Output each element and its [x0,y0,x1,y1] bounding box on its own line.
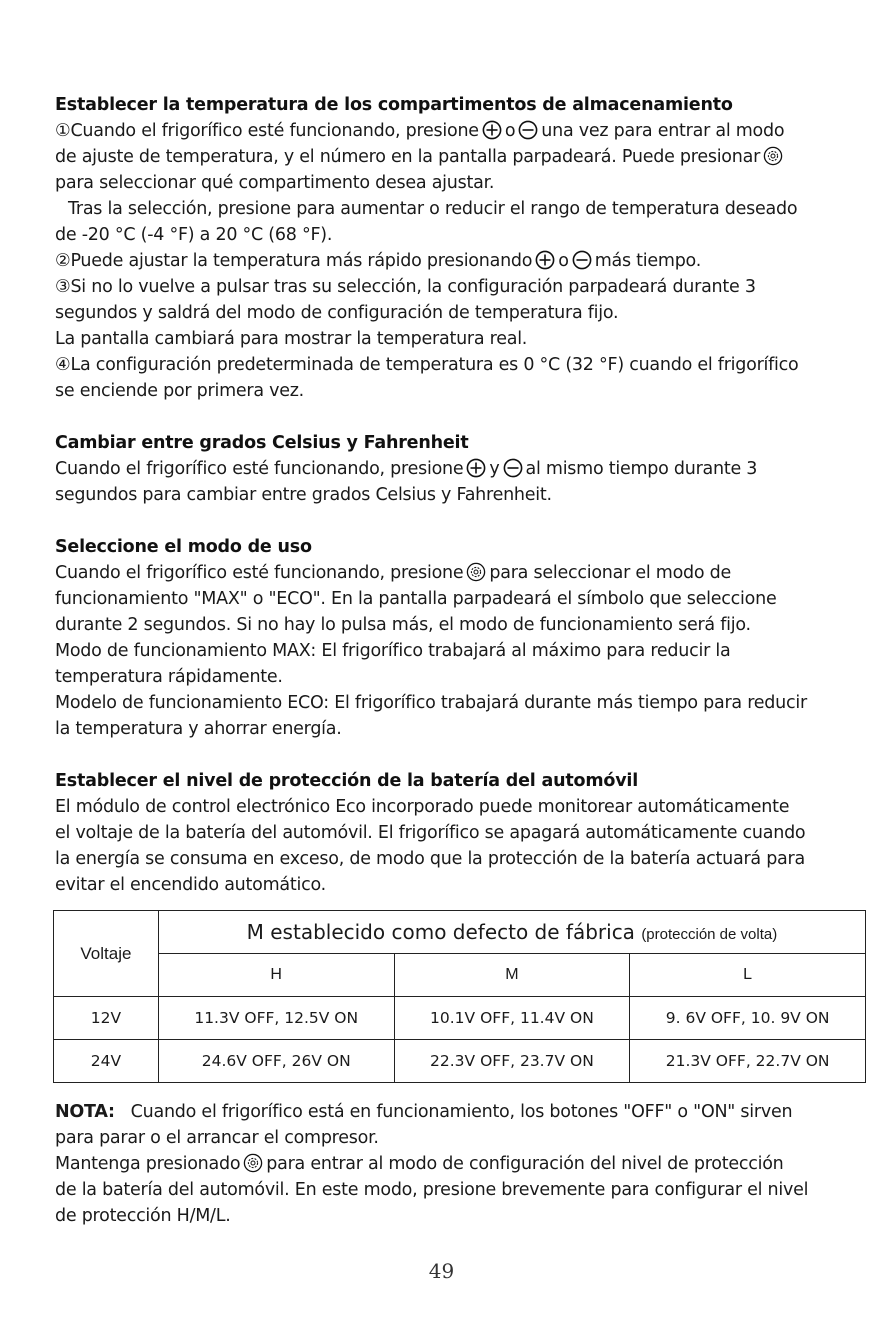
section-heading: Establecer la temperatura de los compartimentos de almacenamiento [55,95,733,115]
settings-gear-icon [243,1153,263,1173]
plus-circle-icon [535,250,555,270]
minus-circle-icon [572,250,592,270]
voltage-protection-table [53,910,866,1083]
minus-circle-icon [503,458,523,478]
table-title: M establecido como defecto de fábrica (protección de volta) [158,911,865,954]
level-header: H [158,954,394,997]
table-row: 24V 24.6V OFF, 26V ON 22.3V OFF, 23.7V ON 21.3V OFF, 22.7V ON [54,1040,866,1083]
section-temperature: Establecer la temperatura de los compartimentos de almacenamiento ①Cuando el frigorífico esté funcionando, presione o una vez para entrar al modo de ajuste de temperatura, y el número en la pantalla parpadeará. Puede presionar para seleccionar qué compartimento desea ajustar. Tras la selección, presione para aumentar o reducir el rango de temperatura deseado de -20 °C (-4 °F) a 20 °C (68 °F). ②Puede ajustar la temperatura más rápido presionando o más tiempo. ③Si no lo vuelve a pulsar tras su selección, la configuración parpadeará durante 3 segundos y saldrá del modo de configuración de temperatura fijo. La pantalla cambiará para mostrar la temperatura real. ④La configuración predeterminada de temperatura es 0 °C (32 °F) cuando el frigorífico se enciende por primera vez. [55,92,855,404]
manual-page [55,92,855,1229]
section-mode: Seleccione el modo de uso Cuando el frigorífico esté funcionando, presione para seleccionar el modo de funcionamiento "MAX" o "ECO". En la pantalla parpadeará el símbolo que seleccione durante 2 segundos. Si no hay lo pulsa más, el modo de funcionamiento será fijo. Modo de funcionamiento MAX: El frigorífico trabajará al máximo para reducir la temperatura rápidamente. Modelo de funcionamiento ECO: El frigorífico trabajará durante más tiempo para reducir la temperatura y ahorrar energía. [55,534,855,742]
table-row: 12V 11.3V OFF, 12.5V ON 10.1V OFF, 11.4V ON 9. 6V OFF, 10. 9V ON [54,997,866,1040]
settings-gear-icon [466,562,486,582]
voltage-header: Voltaje [54,911,159,997]
note-section: NOTA: Cuando el frigorífico está en funcionamiento, los botones "OFF" o "ON" sirven para parar o el arrancar el compresor. Mantenga presionado para entrar al modo de configuración del nivel de protección de la batería del automóvil. En este modo, presione brevemente para configurar el nivel de protección H/M/L. [55,1102,809,1226]
level-header: M [394,954,630,997]
section-heading: Establecer el nivel de protección de la batería del automóvil [55,771,639,791]
section-heading: Seleccione el modo de uso [55,537,312,557]
settings-gear-icon [763,146,783,166]
note-label: NOTA: [55,1102,115,1122]
level-header: L [630,954,866,997]
minus-circle-icon [518,120,538,140]
plus-circle-icon [482,120,502,140]
plus-circle-icon [466,458,486,478]
section-units: Cambiar entre grados Celsius y Fahrenheit Cuando el frigorífico esté funcionando, presione y al mismo tiempo durante 3 segundos para cambiar entre grados Celsius y Fahrenheit. [55,430,855,508]
section-battery: Establecer el nivel de protección de la batería del automóvil El módulo de control electrónico Eco incorporado puede monitorear automáticamente el voltaje de la batería del automóvil. El frigorífico se apagará automáticamente cuando la energía se consuma en exceso, de modo que la protección de la batería actuará para evitar el encendido automático. [55,768,855,898]
section-heading: Cambiar entre grados Celsius y Fahrenheit [55,433,469,453]
page-number: 49 [428,1259,455,1283]
